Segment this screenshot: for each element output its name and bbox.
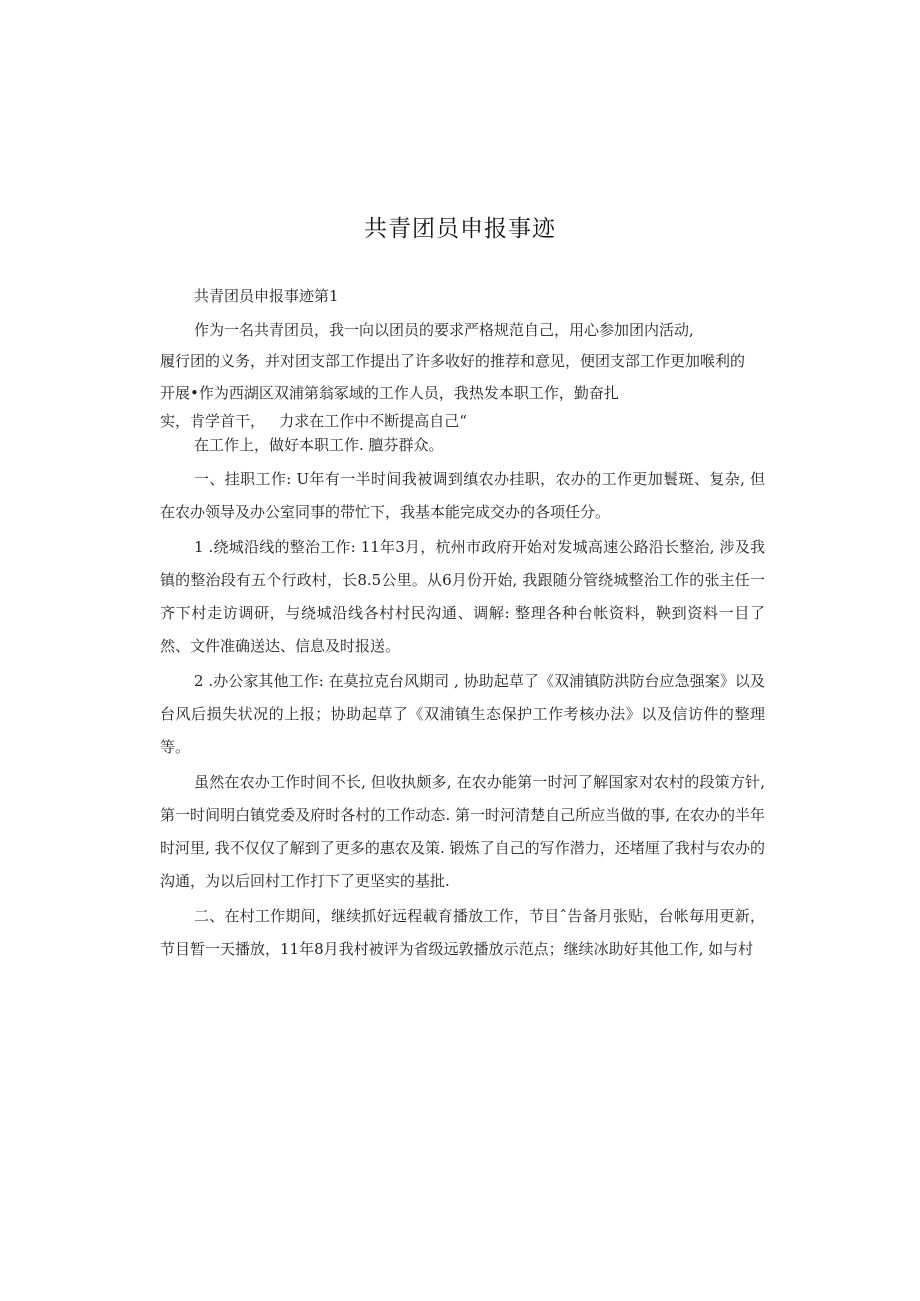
intro-line: 作为一名共青团员，我一向以团员的要求严格规范自己，用心参加团内活动,	[194, 321, 694, 339]
paragraph-summary: 虽然在农办工作时间不长, 但收执颇多, 在农办能第一时河了解国家对农村的段策方针, 第一时间明白镇党委及府时各村的工作动态. 第一时河清楚自己所应当做的事, 在农办的半年时河里, 我不仅仅了解到了更多的惠农及策. 锻炼了自己的写作潜力，还堵厘了我村与农办的沟通，为以后回村工作打下了更坚实的基批.	[160, 773, 765, 890]
paragraph-ring-road-work: 1 .绕城沿线的整治工作: 11年3月，杭州市政府开始对发城高速公路沿长整治, 涉及我镇的整治段有五个行政村，长8.5公里。从6月份开始, 我跟随分管绕城整治工作的张主任一齐下村走访调研，与绕城沿线各村村民沟通、调解: 整理各种台帐资料，鞅到资料一目了然、文件准确送达、信息及时报送。	[160, 538, 765, 655]
paragraph-village-work: 二、在村工作期间，继续抓好远程載育播放工作，节目ˆ告备月张贴，台帐毎用更新，节目暂一天播放，11年8月我村被评为省级远敦播放示范点；继续冰助好其他工作, 如与村	[160, 907, 765, 958]
intro-line: 开展•作为西湖区双浦第翁冢域的工作人员，我热发本职工作，勤奋扎	[160, 384, 619, 402]
subheading: 共青团员申报事迹第1	[194, 287, 339, 305]
paragraph-office-work: 2 .办公家其他工作: 在莫拉克台风期司 , 协助起草了《双浦镇防洪防台应急强案》以及台风后损失状况的上报；协助起草了《双浦镇生态保护工作考核办法》以及信访件的整理等。	[160, 672, 765, 756]
intro-line: 在工作上，做好本职工作. 膻芬群众。	[194, 436, 444, 454]
paragraph-secondment: 一、挂职工作: U年有一半时间我被调到缜农办挂职，农办的工作更加鬟斑、复杂, 但在农办领导及办公室同事的带忙下，我基本能完成交办的各项任分。	[160, 470, 765, 521]
document-title: 共青团员申报事迹	[364, 216, 556, 242]
intro-paragraph	[160, 316, 765, 457]
intro-line: 实，肯学首干， 力求在工作中不断提高自己“	[160, 412, 467, 430]
intro-line: 履行团的义务，并对团支部工作提出了许多收好的推荐和意见，便团支部工作更加喉利的	[160, 352, 746, 370]
document-body	[160, 280, 765, 968]
